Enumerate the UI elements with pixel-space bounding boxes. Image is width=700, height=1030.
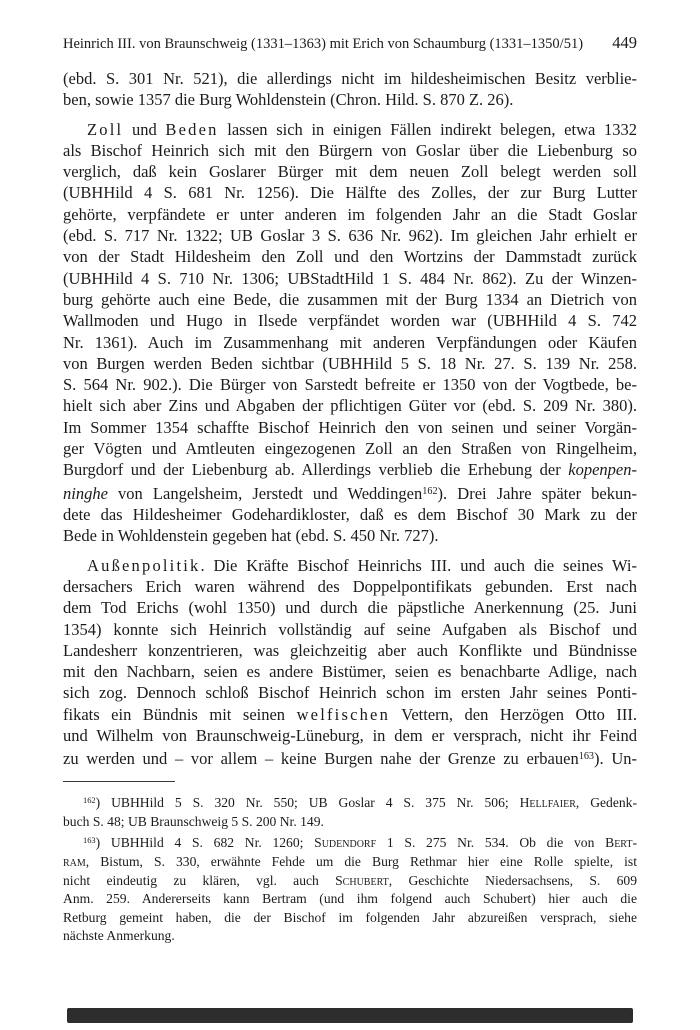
- text-run: Burgdorf und der Liebenburg ab. Allerdings verblieb die Erhebung der: [63, 460, 569, 480]
- text-line: [63, 525, 637, 546]
- text-line: [63, 791, 637, 813]
- text-run: von Burgen werden Beden sichtbar (UBHHild 5 S. 18 Nr. 27. S. 139 Nr. 258.: [63, 353, 637, 373]
- footnote-ref: 162: [422, 485, 438, 497]
- scan-artifact-bar: [67, 1008, 633, 1023]
- text-line: [63, 332, 637, 353]
- emphasis-spaced: welfischen: [296, 704, 391, 724]
- italic-term: ninghe: [63, 483, 108, 503]
- footnote-ref: 163: [578, 751, 595, 763]
- text-run: S. 564 Nr. 902.). Die Bürger von Sarstedt befreite er 1350 von der Vogtbede, be-: [63, 375, 637, 395]
- text-line: [63, 481, 637, 504]
- text-run: 1354) konnte sich Heinrich vollständig auf seine Aufgaben als Bischof und: [63, 619, 637, 639]
- text-line: [63, 89, 637, 110]
- text-line: [63, 204, 637, 225]
- footnote: [63, 831, 637, 946]
- running-header: [63, 33, 637, 53]
- text-run: sich zog. Dennoch schloß Bischof Heinrich schon im ersten Jahr seines Ponti-: [63, 683, 637, 703]
- emphasis-spaced: Zoll: [87, 119, 124, 139]
- footnotes: [63, 791, 637, 946]
- text-line: [63, 182, 637, 203]
- text-line: [63, 68, 637, 89]
- text-line: [63, 161, 637, 182]
- text-run: zu werden und – vor allem – keine Burgen nahe der Grenze zu erbauen: [63, 749, 579, 769]
- text-line: [63, 225, 637, 246]
- text-run: dete das Hildesheimer Godehardikloster, daß es dem Bischof 30 Mark zu der: [63, 505, 637, 525]
- text-line: [63, 640, 637, 661]
- text-line: [63, 374, 637, 395]
- text-run: (ebd. S. 717 Nr. 1322; UB Goslar 3 S. 636 Nr. 962). Im gleichen Jahr erhielt er: [63, 226, 637, 246]
- text-line: [63, 417, 637, 438]
- italic-term: kopenpen-: [568, 460, 637, 480]
- text-line: [63, 831, 637, 853]
- text-run: dem Tod Erichs (wohl 1350) und durch die päpstliche Anerkennung (25. Juni: [63, 598, 637, 618]
- text-run: (UBHHild 4 S. 681 Nr. 1256). Die Hälfte des Zolles, der zur Burg Lutter: [63, 183, 637, 203]
- text-run: ben, sowie 1357 die Burg Wohldenstein (Chron. Hild. S. 870 Z. 26).: [63, 90, 514, 110]
- text-run: Anm. 259. Andererseits kann Bertram (und ihm folgend auch Schubert) hier auch die: [63, 891, 637, 907]
- paragraph: [63, 555, 637, 770]
- text-run: ). Drei Jahre später bekun-: [437, 483, 637, 503]
- text-line: [63, 140, 637, 161]
- text-run: verglich, daß kein Goslarer Bürger mit dem neuen Zoll belegt werden soll: [63, 162, 637, 182]
- text-line: [63, 813, 637, 832]
- emphasis-spaced: Beden: [165, 119, 219, 139]
- text-line: [63, 246, 637, 267]
- text-run: gehörte, verpfändete er unter anderen im folgenden Jahr an die Stadt Goslar: [63, 204, 637, 224]
- page-number: 449: [612, 33, 637, 52]
- text-run: (UBHHild 4 S. 710 Nr. 1306; UBStadtHild 1 S. 484 Nr. 862). Zu der Winzen-: [63, 268, 637, 288]
- text-run: burg gehörte auch eine Bede, die zusammen mit der Burg 1334 an Dietrich von: [63, 289, 637, 309]
- paragraph: [63, 119, 637, 547]
- text-line: [63, 576, 637, 597]
- text-run: Im Sommer 1354 schaffte Bischof Heinrich den von seinen und seiner Vorgän-: [63, 417, 637, 437]
- author-smallcaps: Hellfaier: [519, 794, 576, 810]
- text-line: [63, 395, 637, 416]
- text-run: ). Un-: [594, 749, 638, 769]
- text-run: , Bistum, S. 330, erwähnte Fehde um die Burg Rethmar hier eine Rolle spielte, ist: [85, 853, 637, 869]
- paragraph: [63, 68, 637, 111]
- text-line: [63, 927, 637, 946]
- text-line: [63, 872, 637, 891]
- text-run: fikats ein Bündnis mit seinen: [63, 704, 297, 724]
- text-run: nächste Anmerkung.: [63, 928, 175, 944]
- text-line: [63, 746, 637, 769]
- text-line: [63, 725, 637, 746]
- footnote-separator-rule: [63, 781, 175, 782]
- text-line: [63, 459, 637, 480]
- text-line: [63, 268, 637, 289]
- emphasis-spaced: Außenpolitik: [87, 555, 201, 575]
- text-line: [63, 310, 637, 331]
- text-line: [63, 682, 637, 703]
- text-run: Bede in Wohldenstein gegeben hat (ebd. S. 450 Nr. 727).: [63, 526, 439, 546]
- text-run: lassen sich in einigen Fällen indirekt belegen, etwa 1332: [218, 119, 637, 139]
- text-run: Nr. 1361). Auch im Zusammenhang mit anderen Verpfändungen oder Käufen: [63, 332, 637, 352]
- text-line: [63, 853, 637, 872]
- text-line: [63, 438, 637, 459]
- text-run: hielt sich aber Zins und Abgaben der pflichtigen Güter vor (ebd. S. 209 Nr. 380).: [63, 396, 637, 416]
- text-run: nicht eindeutig zu klären, vgl. auch: [63, 872, 336, 888]
- text-line: [63, 289, 637, 310]
- text-line: [63, 353, 637, 374]
- text-run: , Geschichte Niedersachsens, S. 609: [388, 872, 637, 888]
- text-line: [63, 119, 637, 140]
- text-run: Landesherr konzentrieren, was gleichzeitig aber auch Konflikte und Bündnisse: [63, 640, 637, 660]
- author-smallcaps: ram: [63, 853, 86, 869]
- text-run: , Gedenk-: [575, 794, 637, 810]
- text-line: [63, 909, 637, 928]
- text-line: [63, 661, 637, 682]
- text-run: ) UBHHild 5 S. 320 Nr. 550; UB Goslar 4 S. 375 Nr. 506;: [95, 794, 520, 810]
- text-line: [63, 890, 637, 909]
- footnote-ref: 162: [83, 794, 96, 805]
- text-run: als Bischof Heinrich sich mit den Bürgern von Goslar über die Liebenburg so: [63, 140, 637, 160]
- author-smallcaps: Bert-: [605, 835, 638, 851]
- body-text: [63, 68, 637, 770]
- text-run: ) UBHHild 4 S. 682 Nr. 1260;: [95, 835, 315, 851]
- text-line: [63, 704, 637, 725]
- text-run: ger Vögten und Amtleuten eingezogenen Zoll an den Straßen von Ringelheim,: [63, 439, 637, 459]
- text-run: buch S. 48; UB Braunschweig 5 S. 200 Nr. 149.: [63, 813, 324, 829]
- footnote: [63, 791, 637, 831]
- text-run: Retburg gemeint haben, die der Bischof im folgenden Jahr abzureißen versprach, siehe: [63, 909, 637, 925]
- text-run: Vettern, den Herzögen Otto III.: [390, 704, 637, 724]
- text-run: 1 S. 275 Nr. 534. Ob die von: [376, 835, 606, 851]
- text-line: [63, 555, 637, 576]
- text-line: [63, 504, 637, 525]
- text-run: und: [123, 119, 166, 139]
- text-run: mit den Nachbarn, seien es andere Bistümer, seien es benachbarte Adlige, nach: [63, 662, 637, 682]
- footnote-ref: 163: [83, 835, 96, 846]
- author-smallcaps: Sudendorf: [314, 835, 377, 851]
- text-run: . Die Kräfte Bischof Heinrichs III. und auch die seines Wi-: [200, 555, 637, 575]
- text-line: [63, 597, 637, 618]
- text-run: von der Stadt Hildesheim den Zoll und den Wortzins der Dammstadt zurück: [63, 247, 637, 267]
- text-line: [63, 619, 637, 640]
- text-run: von Langelsheim, Jerstedt und Weddingen: [107, 483, 423, 503]
- text-run: und Wilhelm von Braunschweig-Lüneburg, in dem er versprach, nicht ihr Feind: [63, 726, 637, 746]
- text-run: Wallmoden und Hugo in Ilsede verpfändet worden war (UBHHild 4 S. 742: [63, 311, 637, 331]
- author-smallcaps: Schubert: [335, 872, 389, 888]
- text-run: dersachers Erich waren während des Doppelpontifikats gebunden. Erst nach: [63, 576, 637, 596]
- text-run: (ebd. S. 301 Nr. 521), die allerdings nicht im hildesheimischen Besitz verblie-: [63, 69, 637, 88]
- header-title: Heinrich III. von Braunschweig (1331–1363) mit Erich von Schaumburg (1331–1350/51): [63, 36, 584, 52]
